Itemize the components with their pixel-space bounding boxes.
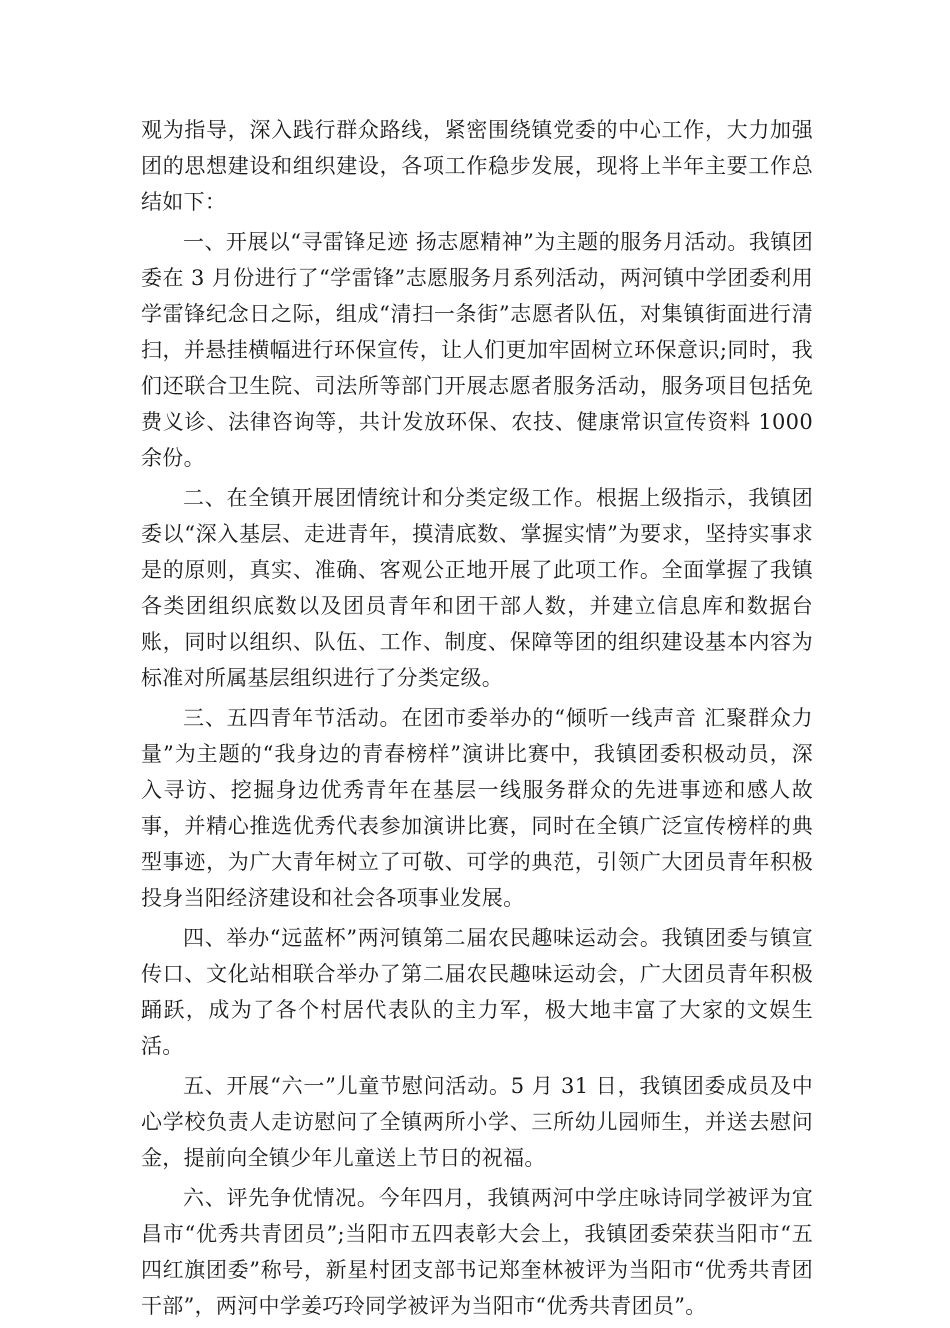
paragraph-intro: 观为指导，深入践行群众路线，紧密围绕镇党委的中心工作，大力加强团的思想建设和组织建设，各项工作稳步发展，现将上半年主要工作总结如下：: [141, 118, 813, 214]
paragraph-section-1: 一、开展以“寻雷锋足迹 扬志愿精神”为主题的服务月活动。我镇团委在 3 月份进行了“学雷锋”志愿服务月系列活动，两河镇中学团委利用学雷锋纪念日之际，组成“清扫一条街”志愿者队伍，对集镇街面进行清扫，并悬挂横幅进行环保宣传，让人们更加牢固树立环保意识;同时，我们还联合卫生院、司法所等部门开展志愿者服务活动，服务项目包括免费义诊、法律咨询等，共计发放环保、农技、健康常识宣传资料 1000 余份。: [141, 230, 813, 470]
paragraph-section-3: 三、五四青年节活动。在团市委举办的“倾听一线声音 汇聚群众力量”为主题的“我身边的青春榜样”演讲比赛中，我镇团委积极动员，深入寻访、挖掘身边优秀青年在基层一线服务群众的先进事迹和感人故事，并精心推选优秀代表参加演讲比赛，同时在全镇广泛宣传榜样的典型事迹，为广大青年树立了可敬、可学的典范，引领广大团员青年积极投身当阳经济建设和社会各项事业发展。: [141, 706, 813, 910]
document-body: [141, 112, 813, 1328]
paragraph-section-4: 四、举办“远蓝杯”两河镇第二届农民趣味运动会。我镇团委与镇宣传口、文化站相联合举办了第二届农民趣味运动会，广大团员青年积极踊跃，成为了各个村居代表队的主力军，极大地丰富了大家的文娱生活。: [141, 926, 813, 1058]
paragraph-section-5: 五、开展“六一”儿童节慰问活动。5 月 31 日，我镇团委成员及中心学校负责人走访慰问了全镇两所小学、三所幼儿园师生，并送去慰问金，提前向全镇少年儿童送上节日的祝福。: [141, 1074, 813, 1170]
paragraph-section-6: 六、评先争优情况。今年四月，我镇两河中学庄咏诗同学被评为宜昌市“优秀共青团员”;当阳市五四表彰大会上，我镇团委荣获当阳市“五四红旗团委”称号，新星村团支部书记郑奎林被评为当阳市“优秀共青团干部”，两河中学姜巧玲同学被评为当阳市“优秀共青团员”。: [141, 1186, 813, 1318]
paragraph-section-2: 二、在全镇开展团情统计和分类定级工作。根据上级指示，我镇团委以“深入基层、走进青年，摸清底数、掌握实情”为要求，坚持实事求是的原则，真实、准确、客观公正地开展了此项工作。全面掌握了我镇各类团组织底数以及团员青年和团干部人数，并建立信息库和数据台账，同时以组织、队伍、工作、制度、保障等团的组织建设基本内容为标准对所属基层组织进行了分类定级。: [141, 486, 813, 690]
